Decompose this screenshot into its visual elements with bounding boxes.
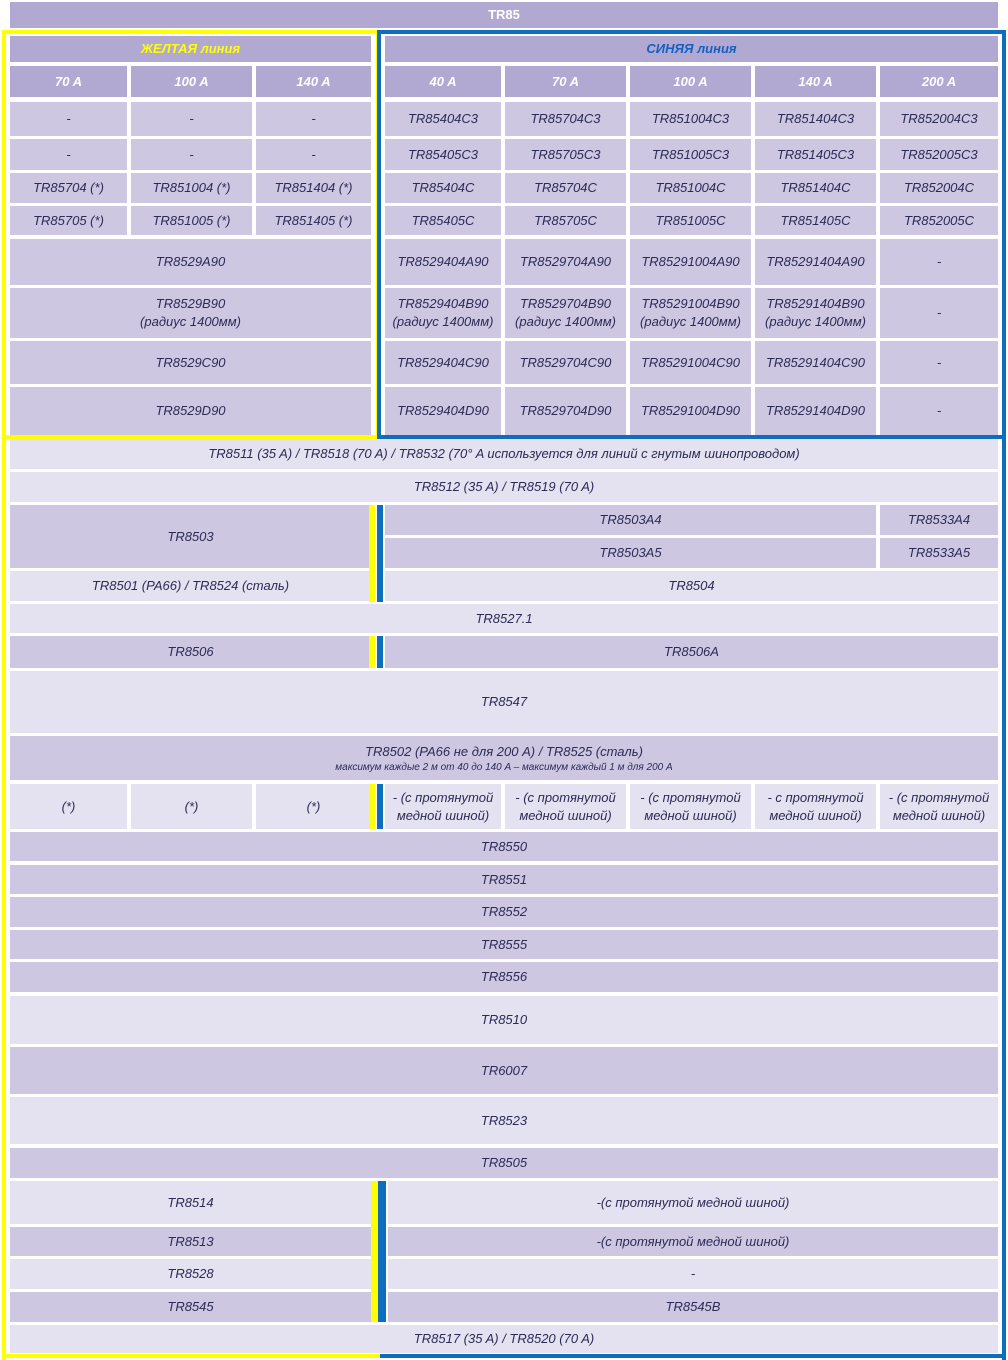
table-cell: TR8529404A90 [385, 239, 501, 285]
blue-amp-header: 140 A [755, 66, 876, 97]
blue-line-border [380, 1354, 1006, 1358]
yellow-amp-header: 70 A [10, 66, 127, 97]
cell-line: медной шиной) [892, 807, 986, 823]
table-cell: - [880, 341, 998, 384]
table-cell [755, 784, 876, 829]
blue-divider [377, 636, 383, 668]
table-cell: TR8503A4 [385, 505, 876, 535]
yellow-divider [369, 505, 375, 602]
table-cell: TR8505 [10, 1148, 998, 1178]
blue-line-header: СИНЯЯ линия [385, 36, 998, 62]
table-cell: -(с протянутой медной шиной) [388, 1227, 998, 1256]
table-cell [385, 784, 501, 829]
table-cell: TR851005 (*) [131, 206, 252, 235]
table-cell [10, 288, 371, 338]
cell-line: (радиус 1400мм) [140, 314, 241, 329]
yellow-divider [369, 636, 375, 668]
table-cell: TR8504 [385, 571, 998, 601]
cell-line: медной шиной) [396, 807, 490, 823]
table-cell: TR85405C [385, 206, 501, 235]
table-cell: TR8506A [385, 636, 998, 668]
table-cell: TR851005C3 [630, 139, 751, 170]
table-cell: - [131, 102, 252, 136]
table-cell: - [880, 387, 998, 435]
table-cell: TR852004C3 [880, 102, 998, 136]
table-cell: TR8512 (35 A) / TR8519 (70 A) [10, 472, 998, 502]
table-cell: (*) [10, 784, 127, 829]
table-cell: TR8550 [10, 832, 998, 861]
cell-line: - (с протянутой [392, 789, 494, 805]
cell-line: - с протянутой [767, 789, 864, 805]
table-cell: (*) [256, 784, 371, 829]
cell-line: TR85291004B90 [641, 296, 740, 311]
table-cell: - [388, 1259, 998, 1289]
cell-line: TR8502 (PA66 не для 200 A) / TR8525 (сталь) [365, 743, 643, 759]
table-cell: TR851004C [630, 173, 751, 203]
table-cell [505, 784, 626, 829]
table-cell: TR851005C [630, 206, 751, 235]
table-cell: TR8556 [10, 962, 998, 992]
table-cell: TR8529C90 [10, 341, 371, 384]
table-cell: TR8529D90 [10, 387, 371, 435]
table-cell: TR852005C3 [880, 139, 998, 170]
table-cell: TR8513 [10, 1227, 371, 1256]
table-cell: TR85404C3 [385, 102, 501, 136]
yellow-line-border [2, 1354, 380, 1358]
table-cell: TR8529404C90 [385, 341, 501, 384]
table-cell: TR8503A5 [385, 538, 876, 568]
table-cell [630, 784, 751, 829]
table-cell: TR85291404C90 [755, 341, 876, 384]
yellow-divider [371, 1181, 378, 1322]
table-cell: TR85291404A90 [755, 239, 876, 285]
table-cell [755, 288, 876, 338]
table-cell: TR85705C [505, 206, 626, 235]
blue-divider [378, 1181, 386, 1322]
table-cell: TR85404C [385, 173, 501, 203]
table-cell: TR85705 (*) [10, 206, 127, 235]
blue-amp-header: 100 A [630, 66, 751, 97]
table-cell: - [256, 139, 371, 170]
cell-line: TR85291404B90 [766, 296, 865, 311]
table-cell: TR8511 (35 A) / TR8518 (70 A) / TR8532 (70° A используется для линий с гнутым шинопроводом) [10, 439, 998, 469]
table-cell: TR8547 [10, 671, 998, 733]
blue-amp-header: 200 A [880, 66, 998, 97]
table-cell: TR8552 [10, 897, 998, 927]
table-cell: TR85405C3 [385, 139, 501, 170]
table-cell: TR852004C [880, 173, 998, 203]
yellow-amp-header: 140 A [256, 66, 371, 97]
table-cell: - [10, 139, 127, 170]
yellow-line-header: ЖЕЛТАЯ линия [10, 36, 371, 62]
table-cell: TR8510 [10, 996, 998, 1044]
table-cell [10, 736, 998, 780]
cell-line: (радиус 1400мм) [640, 314, 741, 329]
table-cell: TR8533A4 [880, 505, 998, 535]
table-cell: TR8503 [10, 505, 371, 568]
table-cell: TR8506 [10, 636, 371, 668]
table-cell: TR8529704D90 [505, 387, 626, 435]
table-cell: TR851004C3 [630, 102, 751, 136]
table-cell: TR85291004C90 [630, 341, 751, 384]
table-cell: TR8517 (35 A) / TR8520 (70 A) [10, 1325, 998, 1353]
table-cell: TR8528 [10, 1259, 371, 1289]
table-cell: TR8523 [10, 1097, 998, 1144]
cell-line: - (с протянутой [640, 789, 741, 805]
table-cell: TR85704C [505, 173, 626, 203]
table-cell: TR6007 [10, 1047, 998, 1094]
cell-line: медной шиной) [644, 807, 737, 823]
table-cell: TR8529404D90 [385, 387, 501, 435]
table-cell: TR85705C3 [505, 139, 626, 170]
table-cell: TR8551 [10, 865, 998, 894]
table-cell [880, 784, 998, 829]
table-cell: - [10, 102, 127, 136]
table-cell [505, 288, 626, 338]
table-cell: TR8545 [10, 1292, 371, 1322]
table-cell: TR851405C [755, 206, 876, 235]
cell-line: медной шиной) [769, 807, 862, 823]
blue-amp-header: 40 A [385, 66, 501, 97]
table-title: TR85 [10, 2, 998, 28]
blue-divider [377, 784, 383, 829]
cell-line: TR8529404B90 [397, 296, 489, 311]
cell-line: - (с протянутой [888, 789, 990, 805]
table-cell: TR85704 (*) [10, 173, 127, 203]
yellow-amp-header: 100 A [131, 66, 252, 97]
cell-line: (радиус 1400мм) [765, 314, 866, 329]
table-cell: TR85291404D90 [755, 387, 876, 435]
table-cell: TR852005C [880, 206, 998, 235]
table-cell: TR8529704C90 [505, 341, 626, 384]
table-cell: TR8529704A90 [505, 239, 626, 285]
cell-note: максимум каждые 2 м от 40 до 140 A – максимум каждый 1 м для 200 A [335, 761, 673, 773]
cell-line: - (с протянутой [515, 789, 616, 805]
table-cell: TR851004 (*) [131, 173, 252, 203]
cell-line: (радиус 1400мм) [515, 314, 616, 329]
table-cell: TR8533A5 [880, 538, 998, 568]
table-cell: -(с протянутой медной шиной) [388, 1181, 998, 1224]
table-cell: TR8527.1 [10, 604, 998, 633]
table-cell: - [131, 139, 252, 170]
table-cell: TR8529A90 [10, 239, 371, 285]
blue-amp-header: 70 A [505, 66, 626, 97]
table-cell: TR85704C3 [505, 102, 626, 136]
table-cell: - [880, 288, 998, 338]
table-cell: - [256, 102, 371, 136]
table-cell: TR8514 [10, 1181, 371, 1224]
table-cell: TR85291004D90 [630, 387, 751, 435]
table-cell [630, 288, 751, 338]
table-cell: (*) [131, 784, 252, 829]
cell-line: TR8529B90 [155, 296, 226, 311]
table-cell: TR851404C3 [755, 102, 876, 136]
yellow-line-border [2, 439, 6, 1360]
blue-divider [377, 505, 383, 602]
cell-line: TR8529704B90 [519, 296, 612, 311]
table-cell [385, 288, 501, 338]
table-cell: TR851404 (*) [256, 173, 371, 203]
table-cell: TR85291004A90 [630, 239, 751, 285]
cell-line: медной шиной) [519, 807, 612, 823]
table-cell: TR851405C3 [755, 139, 876, 170]
cell-line: (радиус 1400мм) [392, 314, 494, 329]
table-cell: TR8501 (PA66) / TR8524 (сталь) [10, 571, 371, 601]
table-cell: TR851405 (*) [256, 206, 371, 235]
blue-line-border [1002, 439, 1006, 1360]
table-cell: - [880, 239, 998, 285]
table-cell: TR8555 [10, 930, 998, 959]
table-cell: TR851404C [755, 173, 876, 203]
yellow-divider [369, 784, 375, 829]
table-cell: TR8545B [388, 1292, 998, 1322]
